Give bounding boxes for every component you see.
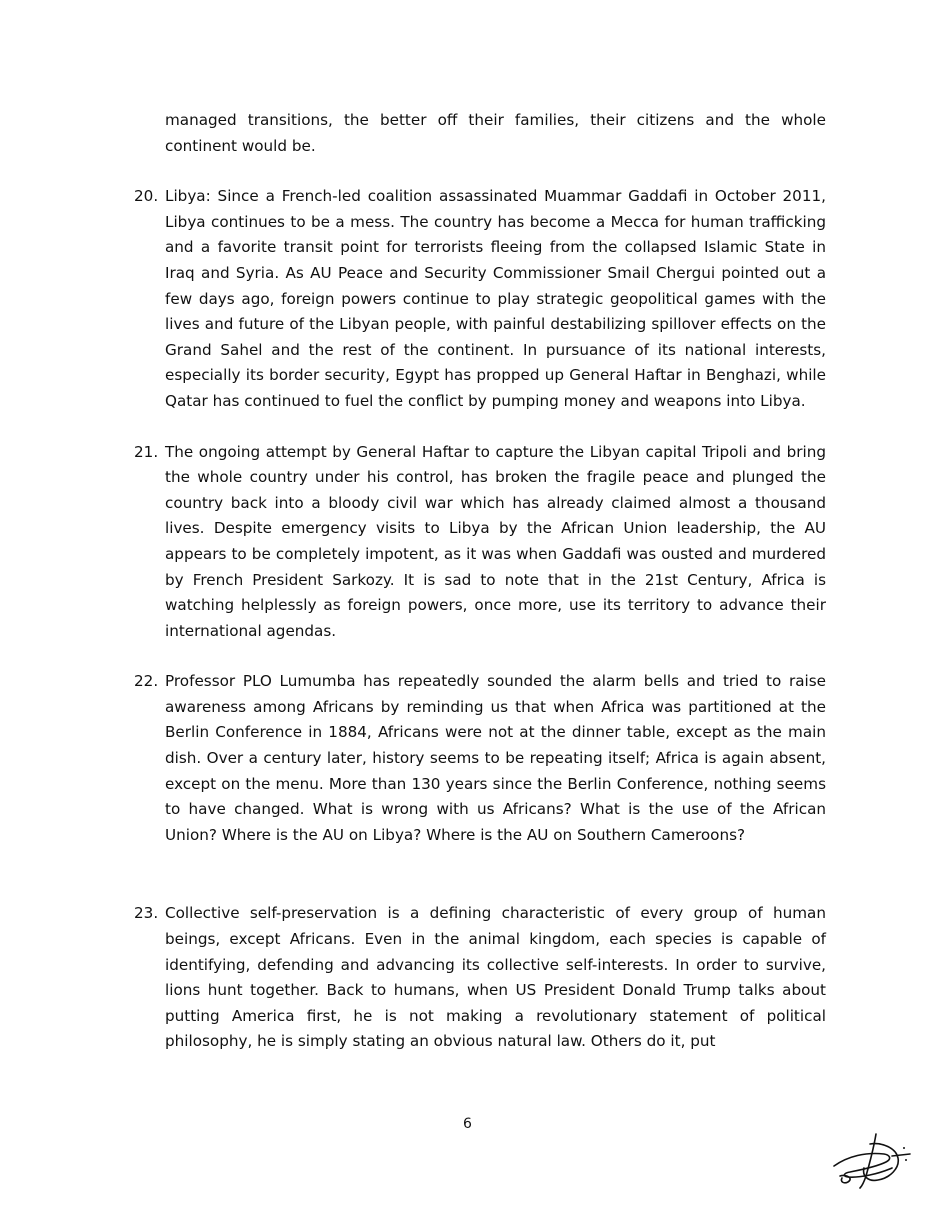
item-text: The ongoing attempt by General Haftar to capture the Libyan capital Tripoli and bring the whole country under his control, has broken the fragile peace and plunged the country back into a bloody civil war which has already claimed almost a thousand lives. Despite emergency visits to Libya by the African Union leadership, the AU appears to be completely impotent, as it was when Gaddafi was ousted and murdered by French President Sarkozy. It is sad to note that in the 21st Century, Africa is watching helplessly as foreign powers, once more, use its territory to advance their international agendas.	[165, 442, 826, 640]
page-number: 6	[463, 1116, 472, 1132]
item-number: 22.	[134, 672, 159, 691]
signature-icon	[826, 1126, 918, 1192]
list-item-21	[134, 440, 826, 645]
item-number: 23.	[134, 904, 159, 923]
item-number: 20.	[134, 187, 159, 206]
item-text: Collective self-preservation is a defining characteristic of every group of human beings, except Africans. Even in the animal kingdom, each species is capable of identifying, defending and advancing its collective self-interests. In order to survive, lions hunt together. Back to humans, when US President Donald Trump talks about putting America first, he is not making a revolutionary statement of political philosophy, he is simply stating an obvious natural law. Others do it, put	[165, 904, 826, 1051]
document-body	[134, 108, 826, 1080]
item-number: 21.	[134, 442, 159, 461]
item-text: Professor PLO Lumumba has repeatedly sounded the alarm bells and tried to raise awareness among Africans by reminding us that when Africa was partitioned at the Berlin Conference in 1884, Africans were not at the dinner table, except as the main dish. Over a century later, history seems to be repeating itself; Africa is again absent, except on the menu. More than 130 years since the Berlin Conference, nothing seems to have changed. What is wrong with us Africans? What is the use of the African Union? Where is the AU on Libya? Where is the AU on Southern Cameroons?	[165, 672, 826, 844]
list-item-23	[134, 901, 826, 1055]
item-text: Libya: Since a French-led coalition assassinated Muammar Gaddafi in October 2011, Libya continues to be a mess. The country has become a Mecca for human trafficking and a favorite transit point for terrorists fleeing from the collapsed Islamic State in Iraq and Syria. As AU Peace and Security Commissioner Smail Chergui pointed out a few days ago, foreign powers continue to play strategic geopolitical games with the lives and future of the Libyan people, with painful destabilizing spillover effects on the Grand Sahel and the rest of the continent. In pursuance of its national interests, especially its border security, Egypt has propped up General Haftar in Benghazi, while Qatar has continued to fuel the conflict by pumping money and weapons into Libya.	[165, 187, 826, 410]
intro-continuation-paragraph: managed transitions, the better off their families, their citizens and the whole continent would be.	[165, 111, 826, 155]
list-item-22	[134, 669, 826, 848]
list-item-20	[134, 184, 826, 414]
